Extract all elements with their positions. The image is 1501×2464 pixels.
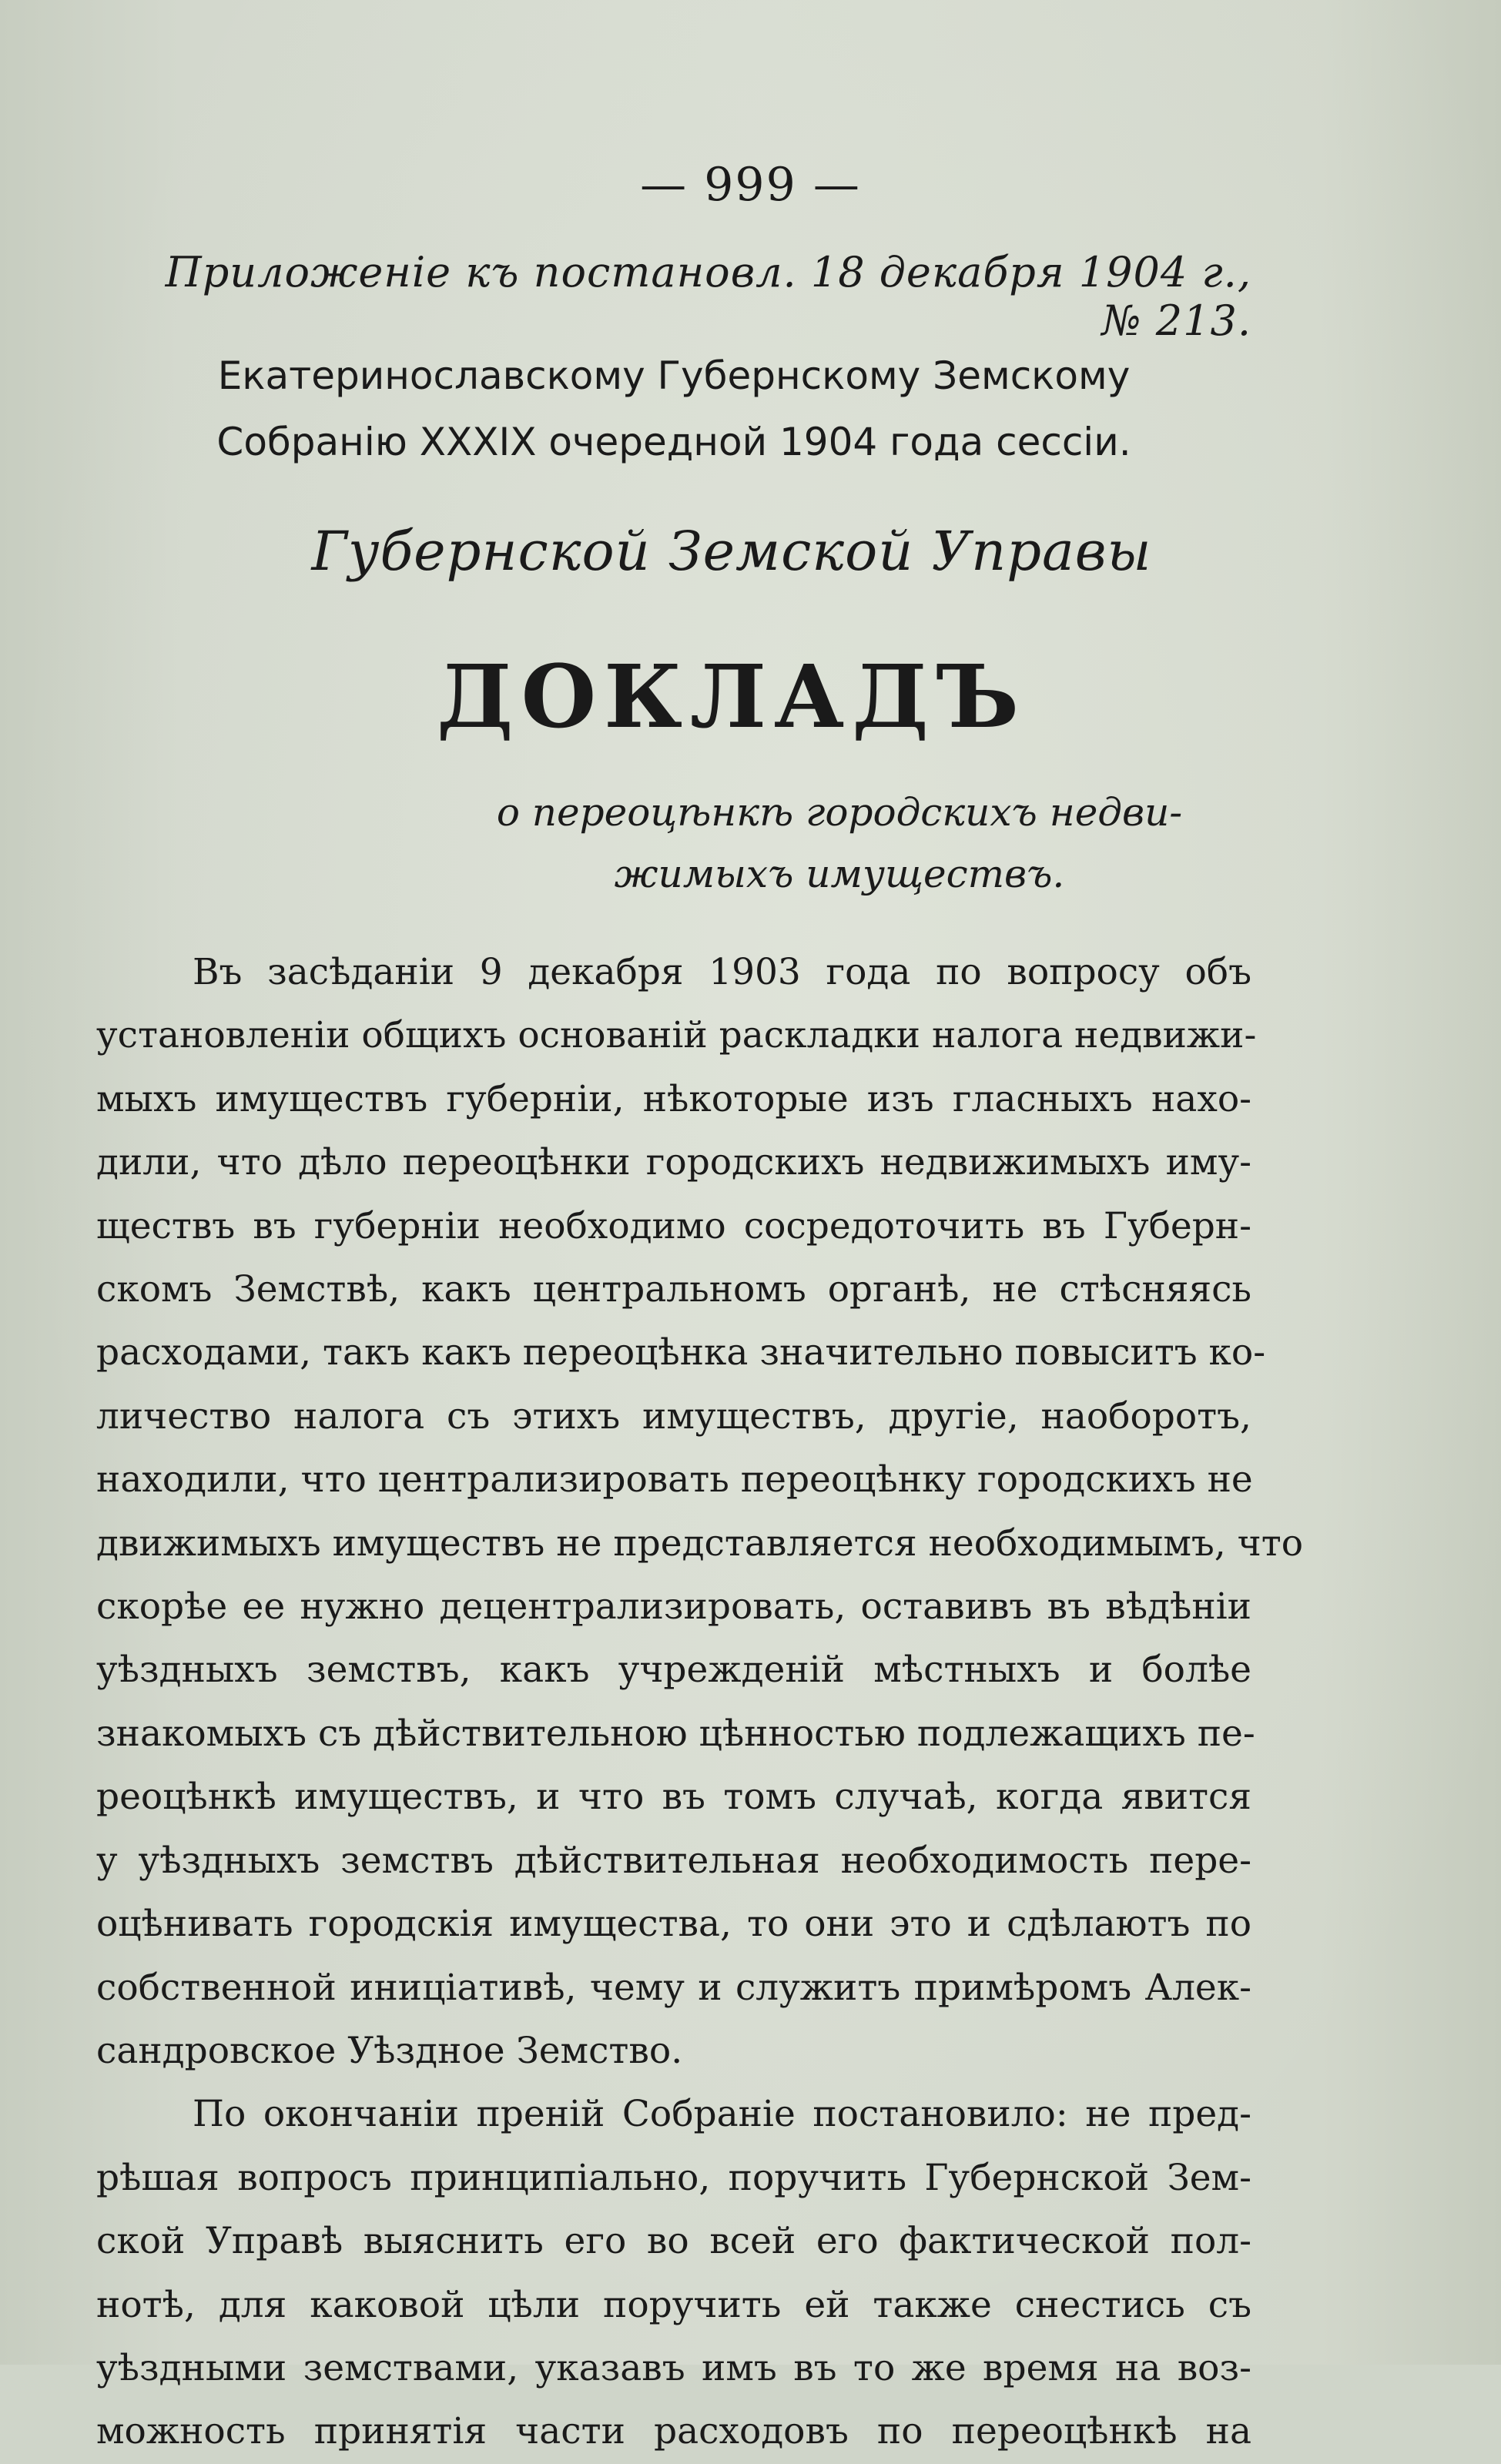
paragraph-1 (96, 941, 1304, 2083)
text-line: можность принятiя части расходовъ по переоцѣнкѣ на (96, 2410, 1251, 2453)
text-line: дили, что дѣло переоцѣнки городскихъ недвижимыхъ иму- (96, 1141, 1251, 1184)
text-line: нотѣ, для каковой цѣли поручить ей также снестись съ (96, 2283, 1251, 2326)
text-line: реоцѣнкѣ имуществъ, и что въ томъ случаѣ, когда явится (96, 1776, 1251, 1819)
subject-line: о переоцѣнкѣ городскихъ недви- (496, 790, 1183, 835)
issuer-heading: Губернской Земской Управы (311, 520, 1152, 583)
text-line: Въ засѣданiи 9 декабря 1903 года по вопросу объ (193, 951, 1251, 993)
text-line: знакомыхъ съ дѣйствительною цѣнностью подлежащихъ пе- (96, 1712, 1255, 1755)
text-line: уѣздныхъ земствъ, какъ учрежденiй мѣстныхъ и болѣе (96, 1649, 1251, 1692)
text-line: уѣздными земствами, указавъ имъ въ то же время на воз- (96, 2346, 1251, 2389)
text-line: По окончанiи пренiй Собранiе постановило: не пред- (193, 2093, 1251, 2136)
addressee-line: Собранiю XXXIX очередной 1904 года сессiи. (216, 420, 1131, 464)
text-line: у уѣздныхъ земствъ дѣйствительная необходимость пере- (96, 1839, 1251, 1882)
text-line: расходами, такъ какъ переоцѣнка значительно повыситъ ко- (96, 1331, 1266, 1374)
text-line: скорѣе ее нужно децентрализировать, оставивъ въ вѣдѣнiи (96, 1585, 1251, 1629)
text-line: установленiи общихъ основанiй раскладки налога недвижи- (96, 1014, 1257, 1057)
addressee-heading (96, 343, 1251, 475)
text-line: движимыхъ имуществъ не представляется необходимымъ, что (96, 1522, 1304, 1565)
text-line: мыхъ имуществъ губернiи, нѣкоторые изъ гласныхъ нахо- (96, 1077, 1251, 1120)
addressee-line: Екатеринославскому Губернскому Земскому (217, 353, 1131, 398)
text-line: рѣшая вопросъ принципiально, поручить Губернской Зем- (96, 2156, 1251, 2199)
text-line: личество налога съ этихъ имуществъ, другiе, наоборотъ, (96, 1394, 1251, 1438)
text-line: ской Управѣ выяснить его во всей его фактической пол- (96, 2220, 1251, 2263)
page-number: — 999 — (640, 158, 861, 212)
text-line: скомъ Земствѣ, какъ центральномъ органѣ, не стѣсняясь (96, 1268, 1251, 1311)
paragraph-2 (96, 2083, 1251, 2463)
text-line: собственной иницiативѣ, чему и служитъ примѣромъ Алек- (96, 1966, 1251, 2009)
appendix-note: Приложенiе къ постановл. 18 декабря 1904 г., № 213. (165, 248, 1251, 345)
document-subject (431, 782, 1248, 905)
text-line: находили, что централизировать переоцѣнку городскихъ не (96, 1458, 1253, 1502)
text-line: ществъ въ губернiи необходимо сосредоточить въ Губерн- (96, 1204, 1251, 1247)
text-line: сандровское Уѣздное Земство. (96, 2029, 683, 2072)
body-text (96, 941, 1304, 2464)
subject-line: жимыхъ имуществъ. (614, 852, 1065, 896)
document-title: ДОКЛАДЪ (436, 647, 1027, 748)
text-line: оцѣнивать городскiя имущества, то они это и сдѣлаютъ по (96, 1903, 1251, 1946)
